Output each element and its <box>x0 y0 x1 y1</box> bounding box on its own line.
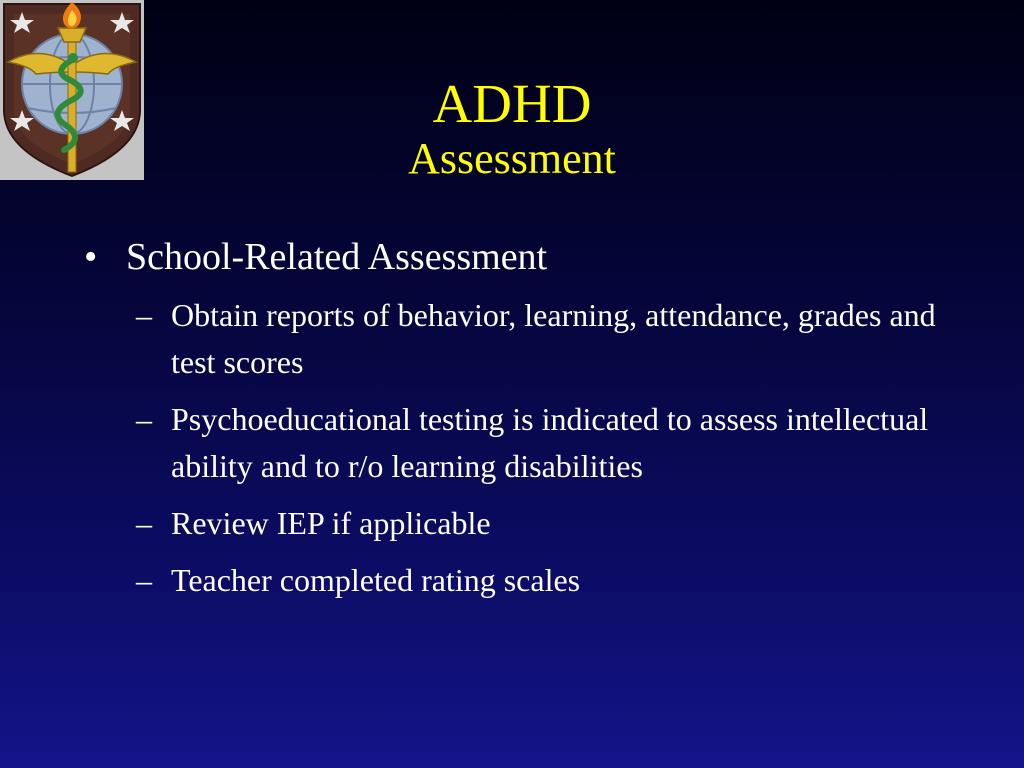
sub-item-text: Psychoeducational testing is indicated to assess intellectual ability and to r/o learning disabilities <box>171 401 929 484</box>
sub-item <box>136 500 984 547</box>
bullet-text: School-Related Assessment <box>126 236 548 278</box>
slide-title: ADHD <box>432 73 592 134</box>
sub-item-dash: – <box>136 297 152 333</box>
slide-content <box>84 232 984 614</box>
sub-item <box>136 557 984 604</box>
slide-subtitle: Assessment <box>408 134 616 183</box>
sub-item-dash: – <box>136 562 152 598</box>
bullet-item <box>84 232 984 282</box>
sub-item-dash: – <box>136 401 152 437</box>
sub-list <box>136 292 984 604</box>
sub-item-text: Review IEP if applicable <box>171 505 491 541</box>
sub-item <box>136 396 984 490</box>
bullet-dot: • <box>84 236 98 278</box>
sub-item-text: Teacher completed rating scales <box>171 562 581 598</box>
sub-item-text: Obtain reports of behavior, learning, attendance, grades and test scores <box>171 297 936 380</box>
sub-item-dash: – <box>136 505 152 541</box>
title-block <box>0 74 1024 184</box>
sub-item <box>136 292 984 386</box>
